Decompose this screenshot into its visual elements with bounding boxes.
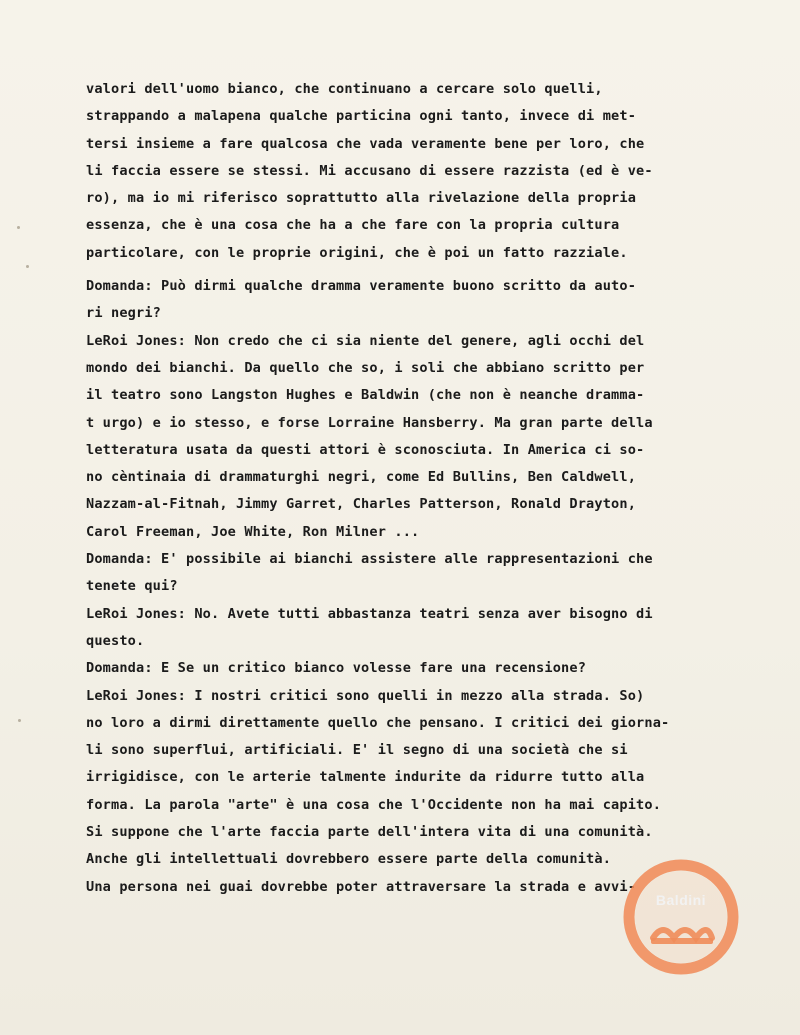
stamp-icon: [622, 858, 740, 976]
text-line: Si suppone che l'arte faccia parte dell'intera vita di una comunità.: [86, 824, 653, 841]
text-line: Anche gli intellettuali dovrebbero essere parte della comunità.: [86, 851, 612, 868]
text-line: LeRoi Jones: Non credo che ci sia niente del genere, agli occhi del: [86, 332, 645, 349]
text-line: Nazzam-al-Fitnah, Jimmy Garret, Charles Patterson, Ronald Drayton,: [86, 496, 637, 513]
paper-speck: [18, 719, 21, 722]
text-line: t urgo) e io stesso, e forse Lorraine Hansberry. Ma gran parte della: [86, 414, 653, 431]
paper-speck: [26, 265, 29, 268]
text-line: essenza, che è una cosa che ha a che fare con la propria cultura: [86, 217, 620, 234]
text-line: particolare, con le proprie origini, che è poi un fatto razziale.: [86, 244, 628, 261]
text-line: Carol Freeman, Joe White, Ron Milner ...: [86, 523, 420, 540]
text-line: LeRoi Jones: No. Avete tutti abbastanza teatri senza aver bisogno di: [86, 605, 653, 622]
library-stamp: [622, 858, 740, 976]
text-line: no cèntinaia di drammaturghi negri, come Ed Bullins, Ben Caldwell,: [86, 469, 637, 486]
stamp-text: Baldini: [655, 892, 707, 908]
text-line: mondo dei bianchi. Da quello che so, i soli che abbiano scritto per: [86, 359, 645, 376]
text-line: Domanda: Può dirmi qualche dramma veramente buono scritto da auto-: [86, 278, 637, 295]
document-text: [86, 76, 766, 901]
text-line: strappando a malapena qualche particina ogni tanto, invece di met-: [86, 108, 637, 125]
text-line: irrigidisce, con le arterie talmente indurite da ridurre tutto alla: [86, 769, 645, 786]
text-line: li faccia essere se stessi. Mi accusano di essere razzista (ed è ve-: [86, 162, 653, 179]
text-line: Una persona nei guai dovrebbe poter attraversare la strada e avvi-: [86, 878, 637, 895]
text-line: no loro a dirmi direttamente quello che pensano. I critici dei giorna-: [86, 714, 670, 731]
text-line: il teatro sono Langston Hughes e Baldwin (che non è neanche dramma-: [86, 387, 645, 404]
paper-speck: [17, 226, 20, 229]
text-line: tersi insieme a fare qualcosa che vada veramente bene per loro, che: [86, 135, 645, 152]
text-line: ro), ma io mi riferisco soprattutto alla rivelazione della propria: [86, 190, 637, 207]
text-line: ri negri?: [86, 305, 162, 322]
text-line: li sono superflui, artificiali. E' il segno di una società che si: [86, 742, 628, 759]
text-line: forma. La parola "arte" è una cosa che l'Occidente non ha mai capito.: [86, 796, 662, 813]
text-line: questo.: [86, 632, 145, 649]
text-line: LeRoi Jones: I nostri critici sono quelli in mezzo alla strada. So): [86, 687, 645, 704]
text-line: tenete qui?: [86, 578, 178, 595]
text-line: letteratura usata da questi attori è sconosciuta. In America ci so-: [86, 441, 645, 458]
text-line: Domanda: E Se un critico bianco volesse fare una recensione?: [86, 660, 587, 677]
text-line: valori dell'uomo bianco, che continuano a cercare solo quelli,: [86, 81, 603, 97]
text-line: Domanda: E' possibile ai bianchi assistere alle rappresentazioni che: [86, 551, 653, 568]
